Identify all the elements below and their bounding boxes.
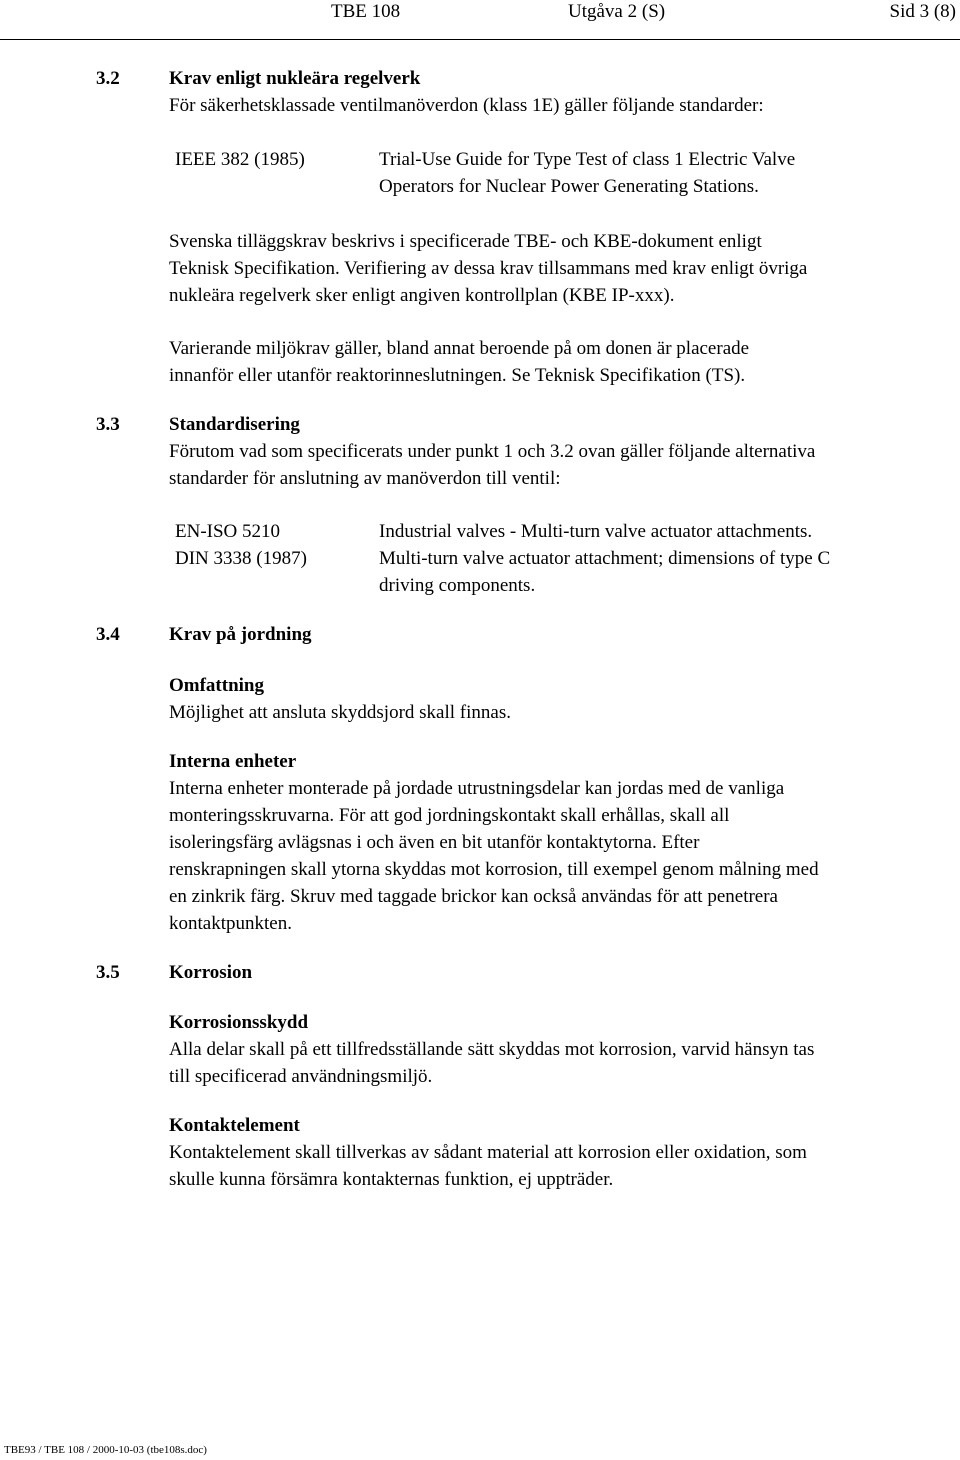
standard-ieee-desc-line2: Operators for Nuclear Power Generating Stations.: [379, 176, 759, 197]
paragraph-line: Möjlighet att ansluta skyddsjord skall finnas.: [169, 702, 511, 723]
paragraph-line: Teknisk Specifikation. Verifiering av dessa krav tillsammans med krav enligt övriga: [169, 258, 808, 279]
section-3-5-number: 3.5: [96, 962, 120, 983]
subsection-interna-enheter-title: Interna enheter: [169, 751, 297, 772]
paragraph-line: till specificerad användningsmiljö.: [169, 1066, 433, 1087]
section-3-2-number: 3.2: [96, 68, 120, 89]
paragraph-line: Varierande miljökrav gäller, bland annat beroende på om donen är placerade: [169, 338, 750, 359]
paragraph-line: Förutom vad som specificerats under punkt 1 och 3.2 ovan gäller följande alternativa: [169, 441, 816, 462]
section-3-2-title: Krav enligt nukleära regelverk: [169, 68, 421, 89]
paragraph-line: monteringsskruvarna. För att god jordningskontakt skall erhållas, skall all: [169, 805, 730, 826]
page-header: [0, 0, 960, 40]
header-page-number: Sid 3 (8): [889, 1, 956, 22]
header-document-id: TBE 108: [331, 1, 401, 22]
standard-en-iso-desc: Industrial valves - Multi-turn valve actuator attachments.: [379, 521, 813, 542]
standard-din-desc-line1: Multi-turn valve actuator attachment; dimensions of type C: [379, 548, 831, 569]
standard-ieee-code: IEEE 382 (1985): [175, 149, 305, 170]
paragraph-line: Kontaktelement skall tillverkas av sådant material att korrosion eller oxidation, som: [169, 1142, 807, 1163]
paragraph-line: en zinkrik färg. Skruv med taggade brickor kan också användas för att penetrera: [169, 886, 778, 907]
paragraph-line: nukleära regelverk sker enligt angiven kontrollplan (KBE IP-xxx).: [169, 285, 675, 306]
paragraph-line: Alla delar skall på ett tillfredsställande sätt skyddas mot korrosion, varvid hänsyn tas: [169, 1039, 815, 1060]
subsection-kontaktelement-title: Kontaktelement: [169, 1115, 300, 1136]
section-3-2-intro: För säkerhetsklassade ventilmanöverdon (klass 1E) gäller följande standarder:: [169, 95, 764, 116]
section-3-3-title: Standardisering: [169, 414, 300, 435]
subsection-korrosionsskydd-title: Korrosionsskydd: [169, 1012, 309, 1033]
paragraph-line: skulle kunna försämra kontakternas funktion, ej uppträder.: [169, 1169, 614, 1190]
paragraph-line: kontaktpunkten.: [169, 913, 292, 934]
subsection-omfattning-title: Omfattning: [169, 675, 264, 696]
section-3-4-title: Krav på jordning: [169, 624, 312, 645]
standard-ieee-desc-line1: Trial-Use Guide for Type Test of class 1 Electric Valve: [379, 149, 796, 170]
standard-din-desc-line2: driving components.: [379, 575, 536, 596]
paragraph-line: Interna enheter monterade på jordade utrustningsdelar kan jordas med de vanliga: [169, 778, 785, 799]
standard-din-code: DIN 3338 (1987): [175, 548, 307, 569]
paragraph-line: standarder för anslutning av manöverdon till ventil:: [169, 468, 561, 489]
paragraph-line: isoleringsfärg avlägsnas i och även en bit utanför kontaktytorna. Efter: [169, 832, 700, 853]
section-3-3-number: 3.3: [96, 414, 120, 435]
section-3-4-number: 3.4: [96, 624, 120, 645]
header-edition: Utgåva 2 (S): [568, 1, 666, 22]
standard-en-iso-code: EN-ISO 5210: [175, 521, 281, 542]
section-3-5-title: Korrosion: [169, 962, 253, 983]
paragraph-line: renskrapningen skall ytorna skyddas mot korrosion, till exempel genom målning med: [169, 859, 819, 880]
paragraph-line: Svenska tilläggskrav beskrivs i specificerade TBE- och KBE-dokument enligt: [169, 231, 762, 252]
page-footer: TBE93 / TBE 108 / 2000-10-03 (tbe108s.doc): [4, 1444, 207, 1456]
header-rule: [0, 39, 960, 40]
paragraph-line: innanför eller utanför reaktorinneslutningen. Se Teknisk Specifikation (TS).: [169, 365, 746, 386]
